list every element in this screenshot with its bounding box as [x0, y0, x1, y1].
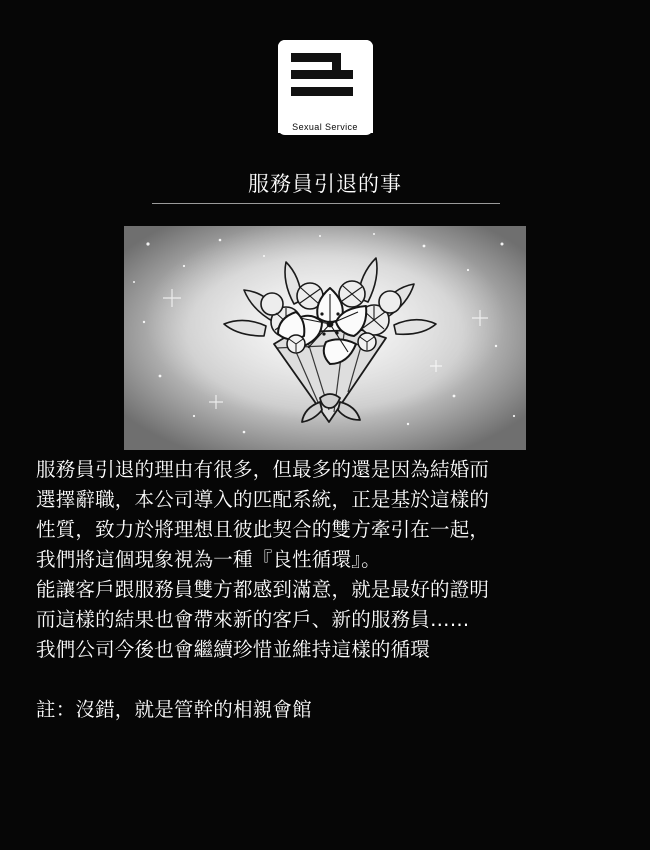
bouquet-illustration [124, 226, 526, 450]
page-title: 服務員引退的事 [248, 172, 402, 196]
body-line: 選擇辭職，本公司導入的匹配系統，正是基於這樣的 [36, 488, 490, 511]
logo-plate [278, 40, 373, 135]
body-line: 能讓客戶跟服務員雙方都感到滿意，就是最好的證明 [36, 578, 490, 601]
logo-block [0, 40, 650, 135]
body-line: 服務員引退的理由有很多，但最多的還是因為結婚而 [36, 458, 490, 481]
body-line: 我們公司今後也會繼續珍惜並維持這樣的循環 [36, 638, 431, 661]
body-line: 性質，致力於將理想且彼此契合的雙方牽引在一起， [36, 518, 490, 541]
title-divider [152, 203, 500, 204]
body-line: 我們將這個現象視為一種『良性循環』。 [36, 548, 381, 571]
logo-mark-icon [278, 40, 373, 118]
body-line: 而這樣的結果也會帶來新的客戶、新的服務員…… [36, 608, 470, 631]
body-text [36, 455, 624, 725]
logo-caption: Sexual Service [278, 121, 373, 133]
body-note: 註：沒錯，就是管幹的相親會館 [36, 698, 312, 721]
